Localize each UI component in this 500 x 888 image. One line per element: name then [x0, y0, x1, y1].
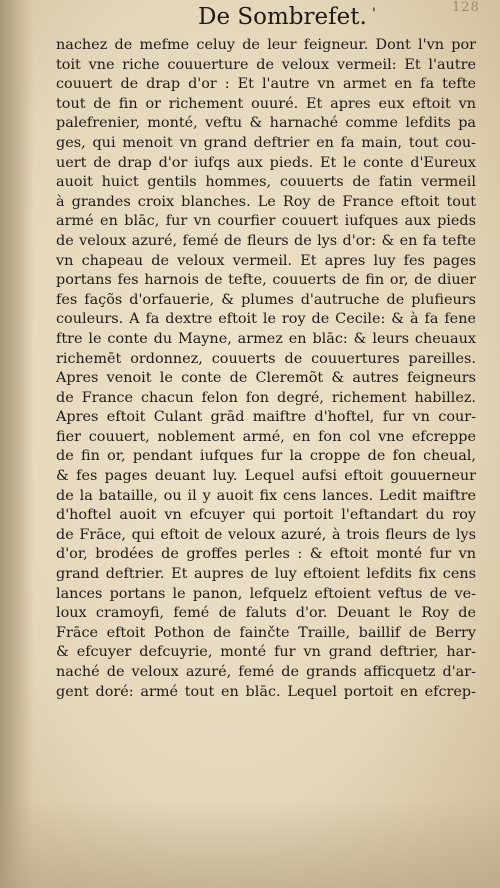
text-line: vn chapeau de veloux vermeil. Et apres luy fes pages	[56, 252, 476, 269]
text-line: naché de veloux azuré, femé de grands afficquetz d'ar-	[56, 664, 476, 680]
text-line: de France chacun felon fon degré, richement habillez.	[56, 389, 476, 406]
page-number: 128	[452, 0, 480, 15]
text-line: couuert de drap d'or : Et l'autre vn armet en fa tefte	[56, 76, 476, 93]
text-line: de la bataille, ou il y auoit fix cens lances. Ledit maiftre	[56, 487, 476, 504]
text-line: ftre le conte du Mayne, armez en blāc: & leurs cheuaux	[56, 330, 476, 347]
text-line: gent doré: armé tout en blāc. Lequel portoit en efcrep-	[56, 683, 476, 700]
text-line: ges, qui menoit vn grand deftrier en fa main, tout cou-	[56, 134, 476, 151]
text-line: nachez de mefme celuy de leur feigneur. Dont l'vn por	[56, 37, 476, 53]
text-line: toit vne riche couuerture de veloux vermeil: Et l'autre	[56, 56, 476, 73]
text-line: Apres eftoit Culant grād maiftre d'hoftel, fur vn cour-	[56, 409, 476, 426]
text-line: auoit huict gentils hommes, couuerts de fatin vermeil	[56, 174, 476, 191]
text-line: couleurs. A fa dextre eftoit le roy de Cecile: & à fa fene	[56, 311, 476, 328]
text-line: d'or, brodées de groffes perles : & eftoit monté fur vn	[56, 546, 476, 563]
text-line: uert de drap d'or iufqs aux pieds. Et le conte d'Eureux	[56, 154, 476, 171]
page-bottom-shadow	[0, 798, 500, 888]
text-line: palefrenier, monté, veftu & harnaché comme lefdits pa	[56, 115, 476, 132]
text-line: richemēt ordonnez, couuerts de couuertures pareilles.	[56, 350, 476, 367]
text-line: loux cramoyfi, femé de faluts d'or. Deuant le Roy de	[56, 605, 476, 622]
text-line: & fes pages deuant luy. Lequel aufsi eftoit gouuerneur	[56, 468, 476, 485]
body-text	[56, 36, 476, 702]
page-gutter-shadow	[0, 0, 34, 888]
text-line: Apres venoit le conte de Cleremõt & autres feigneurs	[56, 370, 476, 387]
text-line: armé en blāc, fur vn courfier couuert iufques aux pieds	[56, 213, 476, 230]
text-line: à grandes croix blanches. Le Roy de France eftoit tout	[56, 193, 476, 210]
text-line: tout de fin or richement ouuré. Et apres eux eftoit vn	[56, 95, 476, 112]
running-header: De Sombrefet.	[198, 4, 367, 30]
text-line: Frāce eftoit Pothon de fainčte Traille, baillif de Berry	[56, 624, 476, 641]
header-mark: '	[372, 6, 376, 22]
text-line: grand deftrier. Et aupres de luy eftoient lefdits fix cens	[56, 566, 476, 583]
text-line: portans fes harnois de tefte, couuerts de fin or, de diuer	[56, 272, 476, 289]
text-line: fier couuert, noblement armé, en fon col vne efcreppe	[56, 428, 476, 445]
text-line: & efcuyer defcuyrie, monté fur vn grand deftrier, har-	[56, 644, 476, 661]
text-line: fes façõs d'orfauerie, & plumes d'autruche de plufieurs	[56, 291, 476, 308]
text-line: lances portans le panon, lefquelz eftoient veftus de ve-	[56, 585, 476, 602]
text-line: de Frāce, qui eftoit de veloux azuré, à trois fleurs de lys	[56, 526, 476, 543]
text-line: d'hoftel auoit vn efcuyer qui portoit l'eftandart du roy	[56, 507, 476, 524]
text-line: de fin or, pendant iufques fur la croppe de fon cheual,	[56, 448, 476, 465]
text-line: de veloux azuré, femé de fleurs de lys d'or: & en fa tefte	[56, 232, 476, 249]
